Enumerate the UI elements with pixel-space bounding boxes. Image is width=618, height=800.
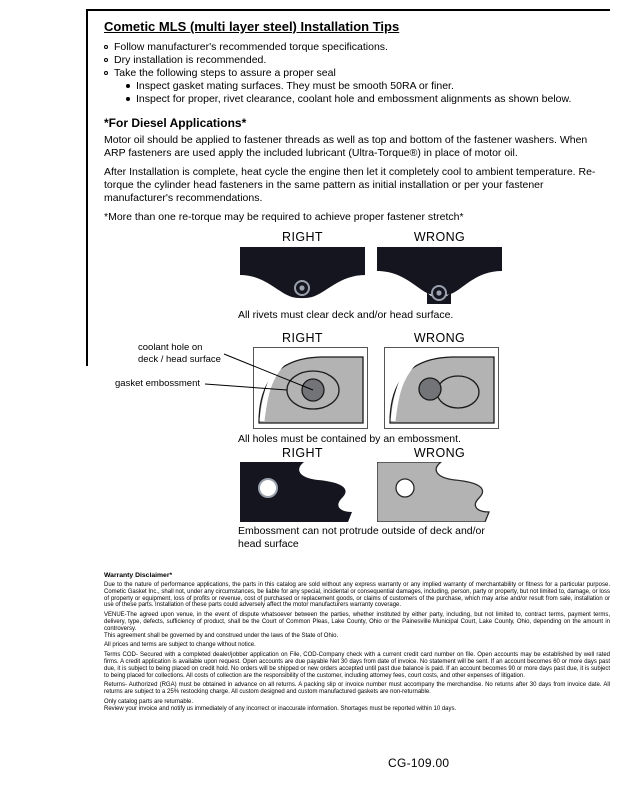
fig3-caption: Embossment can not protrude outside of deck and/or head surface xyxy=(238,525,485,550)
tip-subitem-alignments xyxy=(104,93,610,106)
fig3-right-diagram xyxy=(240,462,362,522)
open-bullet-icon xyxy=(104,71,108,75)
page-frame-top-rule xyxy=(86,9,610,11)
rivet-icon xyxy=(295,281,309,295)
returns-paragraph: Returns- Authorized (RGA) must be obtained in advance on all returns. A packing slip or invoice number must accompany the merchandise. No returns after 30 days from invoice date. All returns are subject to a 25% restocking charge. All custom designed and custom manufactured gaskets are non-returnable. xyxy=(104,682,610,696)
rivet-clear-wrong-illustration xyxy=(377,247,502,304)
open-bullet-icon xyxy=(104,45,108,49)
tip-subitem-mating-surfaces xyxy=(104,80,610,93)
fig2-wrong-diagram xyxy=(384,347,499,429)
hole-contained-right-illustration xyxy=(253,347,368,429)
bolt-hole-icon xyxy=(396,479,414,497)
fig1-wrong-label: WRONG xyxy=(413,230,466,244)
diesel-paragraph-heat-cycle: After Installation is complete, heat cycle the engine then let it completely cool to ambient temperature. Re-torque the cylinder head fasteners in the same pattern as initial installation or per your fastener manufacturer's recommendations. xyxy=(104,166,596,204)
diesel-applications-heading: *For Diesel Applications* xyxy=(104,116,247,130)
fig3-wrong-label: WRONG xyxy=(413,446,466,460)
fig2-caption: All holes must be contained by an embossment. xyxy=(238,433,461,445)
retorque-note: *More than one re-torque may be required to achieve proper fastener stretch* xyxy=(104,211,464,223)
venue-paragraph: VENUE-The agreed upon venue, in the event of dispute whatsoever between the parties, whether instituted by either party, including, but not limited to, contract terms, payment terms, delivery, type, defects, sufficiency of product, shall be the Court of Common Pleas, Lake County, Ohio or the Painesville Municipal Court, Lake County, Ohio, depending on the amount in controversy. xyxy=(104,612,610,632)
fig2-right-diagram xyxy=(253,347,368,429)
bullet-icon xyxy=(126,97,130,101)
review-invoice-line: Review your invoice and notify us immediately of any incorrect or inaccurate information. Shortages must be reported within 10 days. xyxy=(104,705,457,712)
fig3-right-label: RIGHT xyxy=(282,446,323,460)
tip-text: Take the following steps to assure a proper seal xyxy=(114,67,336,79)
bolt-hole-icon xyxy=(259,479,277,497)
fig1-wrong-diagram xyxy=(377,247,502,304)
page-number: CG-109.00 xyxy=(388,756,450,770)
rivet-clear-right-illustration xyxy=(240,247,365,304)
embossment-protrude-wrong-illustration xyxy=(377,462,499,522)
governed-by-ohio-line: This agreement shall be governed by and construed under the laws of the State of Ohio. xyxy=(104,632,339,639)
rivet-icon xyxy=(432,286,446,300)
coolant-hole xyxy=(419,378,441,400)
embossment-protrude-right-illustration xyxy=(240,462,362,522)
warranty-disclaimer-paragraph: Due to the nature of performance applications, the parts in this catalog are sold without any express warranty or any implied warranty of merchantability or fitness for a particular purpose. Cometic Gasket Inc., shall not, under any circumstances, be liable for any special, incidental or consequential damages, including, person, party or property, but not limited to, damage, or loss of property or equipment, loss of profits or revenue, cost of purchased or replacement goods, or claims of customers of the purchase, which may arise and/or result from sale, installation or use of these parts. Installation of these parts could adversely affect the motor manufacturers warranty coverage. xyxy=(104,582,610,609)
fig1-caption: All rivets must clear deck and/or head surface. xyxy=(238,309,454,321)
diesel-paragraph-motor-oil: Motor oil should be applied to fastener threads as well as top and bottom of the fastener washers. When ARP fasteners are used apply the included lubricant (Ultra-Torque®) in place of motor oil. xyxy=(104,134,588,159)
tip-text: Inspect for proper, rivet clearance, coolant hole and embossment alignments as shown below. xyxy=(136,93,572,105)
terms-cod-paragraph: Terms COD- Secured with a completed dealer/jobber application on File, COD-Company check with a current credit card number on file. Open accounts may be established by well rated firms. A credit application is available upon request. Open accounts are due payable Net 30 days from date of invoice. No statement will be sent. If an account becomes 60 or more days past due, it is subject to being placed on credit hold. No orders will be shipped or new orders accepted until past due balance is paid. If an account becomes 90 or more days past due, it is subject to being placed for collections. All costs of collection are the responsibility of the customer, including attorney fees, court costs, and other expenses of litigation. xyxy=(104,652,610,679)
coolant-hole xyxy=(302,379,324,401)
tip-text: Inspect gasket mating surfaces. They must be smooth 50RA or finer. xyxy=(136,80,454,92)
fig3-wrong-diagram xyxy=(377,462,499,522)
fig1-right-diagram xyxy=(240,247,365,304)
fig2-wrong-label: WRONG xyxy=(413,331,466,345)
figures-section xyxy=(0,228,618,558)
open-bullet-icon xyxy=(104,58,108,62)
tip-item-proper-seal xyxy=(104,67,610,80)
tip-item-dry-install xyxy=(104,54,610,67)
annotation-gasket-embossment: gasket embossment xyxy=(115,378,201,389)
tip-text: Follow manufacturer's recommended torque specifications. xyxy=(114,41,388,53)
prices-subject-to-change-line: All prices and terms are subject to change without notice. xyxy=(104,642,256,649)
fig2-right-label: RIGHT xyxy=(282,331,323,345)
hole-contained-wrong-illustration xyxy=(384,347,499,429)
catalog-parts-returnable-line: Only catalog parts are returnable. xyxy=(104,698,194,705)
warranty-heading: Warranty Disclaimer* xyxy=(104,572,173,579)
fig1-right-label: RIGHT xyxy=(282,230,323,244)
installation-tips-section xyxy=(104,19,610,230)
tip-text: Dry installation is recommended. xyxy=(114,54,267,66)
warranty-section xyxy=(104,572,610,716)
tip-item-torque xyxy=(104,41,610,54)
bullet-icon xyxy=(126,84,130,88)
page-title: Cometic MLS (multi layer steel) Installation Tips xyxy=(104,19,400,34)
tips-bullet-list xyxy=(104,41,610,106)
annotation-coolant-hole: coolant hole on deck / head surface xyxy=(138,342,221,365)
